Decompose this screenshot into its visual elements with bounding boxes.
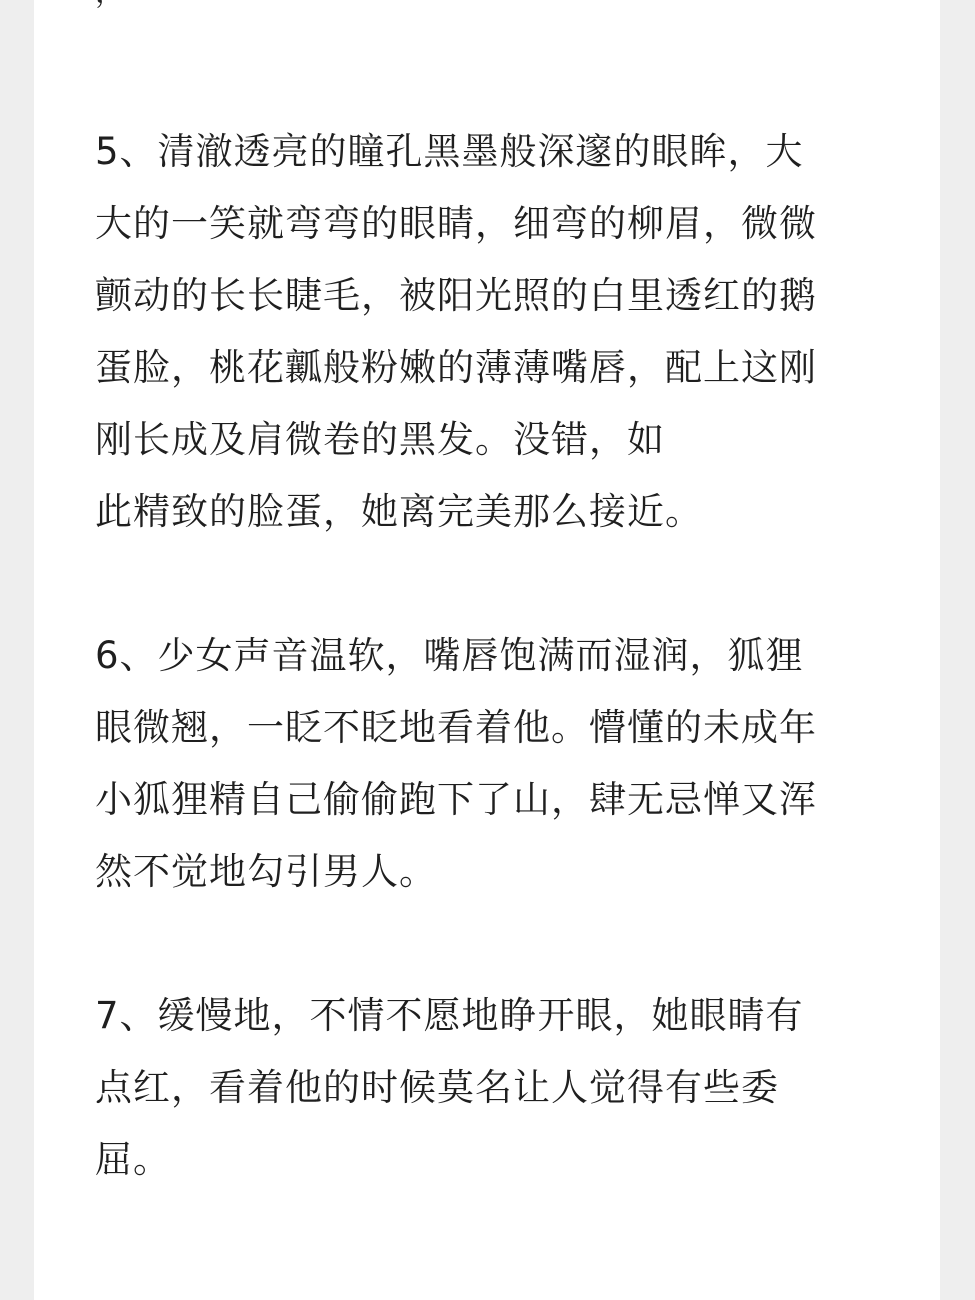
paragraph-line: 然不觉地勾引男人。 <box>95 850 437 893</box>
paragraph-line: 眼微翘，一眨不眨地看着他。懵懂的未成年 <box>95 706 817 749</box>
paragraph-line: 5、清澈透亮的瞳孔黑墨般深邃的眼眸，大 <box>95 130 804 173</box>
paragraph-line: 大的一笑就弯弯的眼睛，细弯的柳眉，微微 <box>95 202 817 245</box>
paragraph-line: 屈。 <box>95 1138 171 1181</box>
top-text-fragment <box>95 0 125 8</box>
paragraph-line: 点红，看着他的时候莫名让人觉得有些委 <box>95 1066 779 1109</box>
article-content <box>95 116 895 1268</box>
paragraph-line: 蛋脸，桃花瓤般粉嫩的薄薄嘴唇，配上这刚 <box>95 346 817 389</box>
paragraph-line: 颤动的长长睫毛，被阳光照的白里透红的鹅 <box>95 274 817 317</box>
paragraph-7 <box>95 980 895 1196</box>
paragraph-6 <box>95 620 895 908</box>
paragraph-line: 7、缓慢地，不情不愿地睁开眼，她眼睛有 <box>95 994 804 1037</box>
paragraph-5 <box>95 116 895 548</box>
paragraph-line: 此精致的脸蛋，她离完美那么接近。 <box>95 490 703 533</box>
article-page <box>34 0 940 1300</box>
paragraph-line: 小狐狸精自己偷偷跑下了山，肆无忌惮又浑 <box>95 778 817 821</box>
paragraph-line: 6、少女声音温软，嘴唇饱满而湿润，狐狸 <box>95 634 804 677</box>
paragraph-line: 刚长成及肩微卷的黑发。没错，如 <box>95 418 665 461</box>
